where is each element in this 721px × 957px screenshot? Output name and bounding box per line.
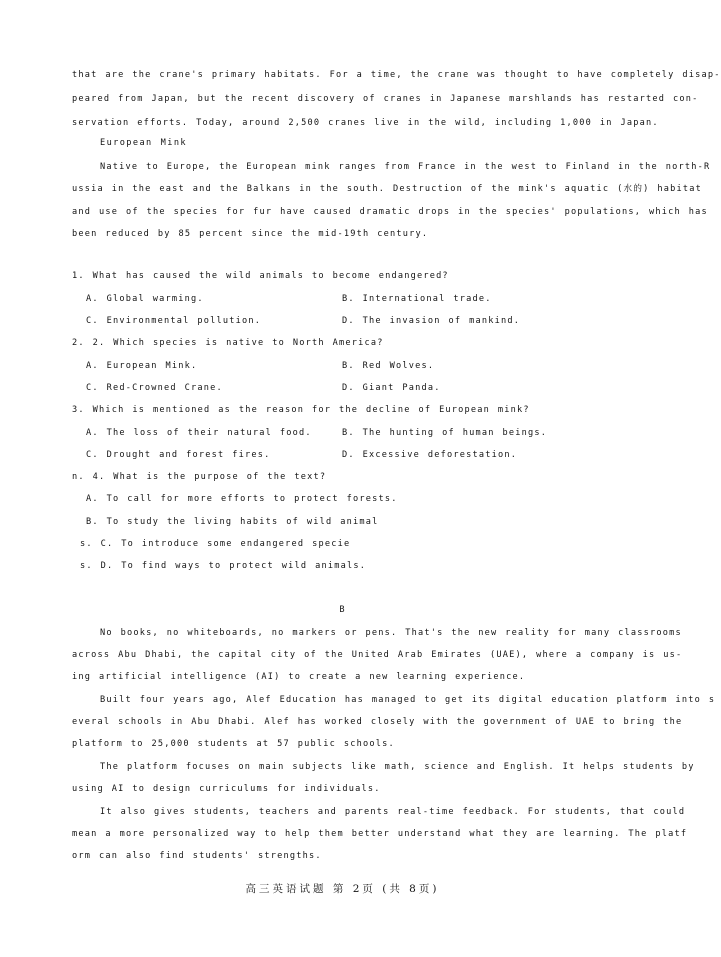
question-option: A. Global warming. <box>86 294 204 304</box>
question-option: s. C. To introduce some endangered specie <box>80 539 351 549</box>
passage-line: It also gives students, teachers and parents real-time feedback. For students, that could <box>100 807 686 817</box>
passage-label: B <box>339 605 346 615</box>
question-stem: 3. Which is mentioned as the reason for the decline of European mink? <box>72 405 530 415</box>
question-option: B. Red Wolves. <box>342 361 435 371</box>
question-option: C. Drought and forest fires. <box>86 450 271 460</box>
question-option: D. The invasion of mankind. <box>342 316 521 326</box>
question-option: s. D. To find ways to protect wild animals. <box>80 561 367 571</box>
question-option: C. Environmental pollution. <box>86 316 262 326</box>
passage-line: ussia in the east and the Balkans in the south. Destruction of the mink's aquatic (水的) habitat <box>72 184 702 194</box>
passage-line: Built four years ago, Alef Education has managed to get its digital education platform into s <box>100 695 716 705</box>
passage-line: peared from Japan, but the recent discovery of cranes in Japanese marshlands has restarted con- <box>72 94 699 104</box>
passage-line: servation efforts. Today, around 2,500 cranes live in the wild, including 1,000 in Japan. <box>72 118 659 128</box>
question-option: B. The hunting of human beings. <box>342 428 548 438</box>
passage-line: No books, no whiteboards, no markers or pens. That's the new reality for many classrooms <box>100 628 682 638</box>
passage-line: been reduced by 85 percent since the mid-19th century. <box>72 229 429 239</box>
section-heading: European Mink <box>100 138 187 148</box>
passage-line: using AI to design curriculums for individuals. <box>72 784 381 794</box>
page-footer: 高三英语试题 第 2页 (共 8页) <box>245 883 440 895</box>
passage-line: The platform focuses on main subjects like math, science and English. It helps students by <box>100 762 695 772</box>
question-stem: 1. What has caused the wild animals to become endangered? <box>72 271 449 281</box>
question-option: B. International trade. <box>342 294 492 304</box>
question-option: D. Giant Panda. <box>342 383 441 393</box>
question-option: D. Excessive deforestation. <box>342 450 518 460</box>
passage-line: platform to 25,000 students at 57 public schools. <box>72 739 395 749</box>
passage-line: that are the crane's primary habitats. For a time, the crane was thought to have completely disap- <box>72 70 721 80</box>
question-stem: n. 4. What is the purpose of the text? <box>72 472 327 482</box>
question-option: A. To call for more efforts to protect forests. <box>86 494 398 504</box>
question-option: B. To study the living habits of wild animal <box>86 517 379 527</box>
passage-line: across Abu Dhabi, the capital city of the United Arab Emirates (UAE), where a company is us- <box>72 650 683 660</box>
passage-line: and use of the species for fur have caused dramatic drops in the species' populations, which has <box>72 207 708 217</box>
passage-line: ing artificial intelligence (AI) to create a new learning experience. <box>72 672 526 682</box>
question-stem: 2. 2. Which species is native to North America? <box>72 338 384 348</box>
passage-line: mean a more personalized way to help them better understand what they are learning. The platf <box>72 829 688 839</box>
passage-line: Native to Europe, the European mink ranges from France in the west to Finland in the north-R <box>100 162 711 172</box>
question-option: C. Red-Crowned Crane. <box>86 383 223 393</box>
question-option: A. European Mink. <box>86 361 198 371</box>
passage-line: orm can also find students' strengths. <box>72 851 322 861</box>
question-option: A. The loss of their natural food. <box>86 428 312 438</box>
passage-line: everal schools in Abu Dhabi. Alef has worked closely with the government of UAE to bring the <box>72 717 683 727</box>
